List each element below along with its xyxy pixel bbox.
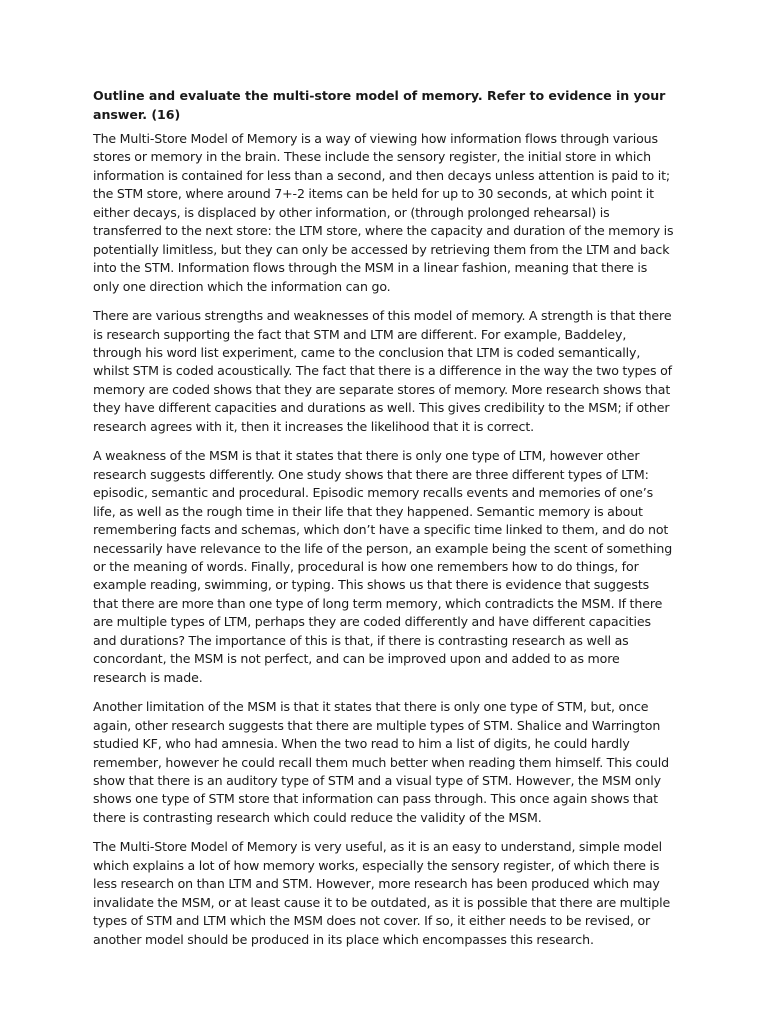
document-page bbox=[93, 87, 675, 960]
paragraph-introduction: The Multi-Store Model of Memory is a way of viewing how information flows through various stores or memory in the brain. These include the sensory register, the initial store in which information is contained for less than a second, and then decays unless attention is paid to it; the STM store, where around 7+-2 items can be held for up to 30 seconds, at which point it either decays, is displaced by other information, or (through prolonged rehearsal) is transferred to the next store: the LTM store, where the capacity and duration of the memory is potentially limitless, but they can only be accessed by retrieving them from the LTM and back into the STM. Information flows through the MSM in a linear fashion, meaning that there is only one direction which the information can go. bbox=[93, 131, 674, 294]
essay-question-title: Outline and evaluate the multi-store model of memory. Refer to evidence in your answer. (16) bbox=[93, 88, 666, 122]
paragraph-strengths: There are various strengths and weaknesses of this model of memory. A strength is that there is research supporting the fact that STM and LTM are different. For example, Baddeley, through his word list experiment, came to the conclusion that LTM is coded semantically, whilst STM is coded acoustically. The fact that there is a difference in the way the two types of memory are coded shows that they are separate stores of memory. More research shows that they have different capacities and durations as well. This gives credibility to the MSM; if other research agrees with it, then it increases the likelihood that it is correct. bbox=[93, 308, 672, 434]
paragraph-ltm-weakness: A weakness of the MSM is that it states that there is only one type of LTM, however other research suggests differently. One study shows that there are three different types of LTM: episodic, semantic and procedural. Episodic memory recalls events and memories of one’s life, as well as the rough time in their life that they happened. Semantic memory is about remembering facts and schemas, which don’t have a specific time linked to them, and do not necessarily have relevance to the life of the person, an example being the scent of something or the meaning of words. Finally, procedural is how one remembers how to do things, for example reading, swimming, or typing. This shows us that there is evidence that suggests that there are more than one type of long term memory, which contradicts the MSM. If there are multiple types of LTM, perhaps they are coded differently and have different capacities and durations? The importance of this is that, if there is contrasting research as well as concordant, the MSM is not perfect, and can be improved upon and added to as more research is made. bbox=[93, 448, 673, 685]
paragraph-conclusion: The Multi-Store Model of Memory is very useful, as it is an easy to understand, simple model which explains a lot of how memory works, especially the sensory register, of which there is less research on than LTM and STM. However, more research has been produced which may invalidate the MSM, or at least cause it to be outdated, as it is possible that there are multiple types of STM and LTM which the MSM does not cover. If so, it either needs to be revised, or another model should be produced in its place which encompasses this research. bbox=[93, 839, 671, 947]
paragraph-stm-limitation: Another limitation of the MSM is that it states that there is only one type of STM, but, once again, other research suggests that there are multiple types of STM. Shalice and Warrington studied KF, who had amnesia. When the two read to him a list of digits, he could hardly remember, however he could recall them much better when reading them himself. This could show that there is an auditory type of STM and a visual type of STM. However, the MSM only shows one type of STM store that information can pass through. This once again shows that there is contrasting research which could reduce the validity of the MSM. bbox=[93, 699, 670, 825]
